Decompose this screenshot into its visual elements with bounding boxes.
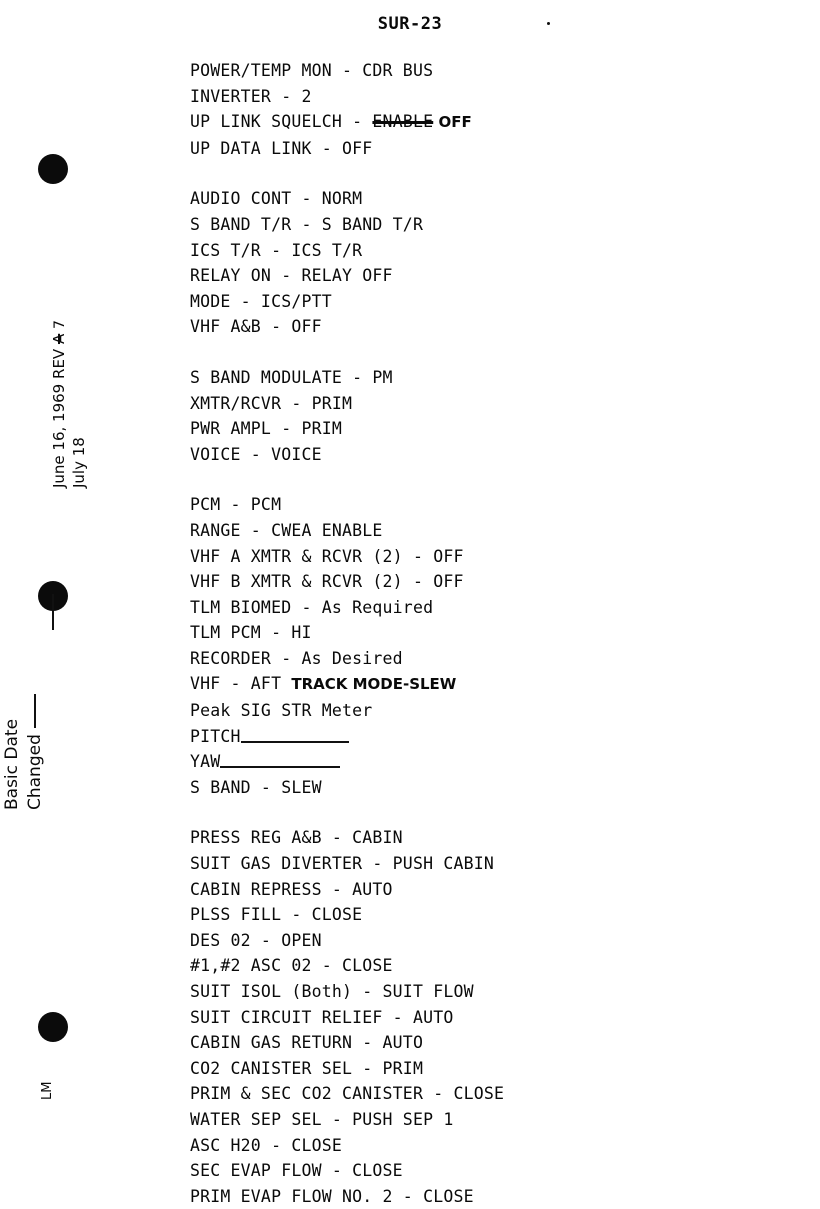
checklist-item-text: XMTR/RCVR - PRIM: [190, 393, 353, 413]
binder-hole-top: [38, 154, 68, 184]
rev-struck-value: A: [50, 333, 68, 345]
fill-in-blank-pitch[interactable]: [241, 727, 349, 743]
fill-in-blank-yaw[interactable]: [220, 752, 340, 768]
checklist-item: [190, 620, 790, 646]
page-title: [0, 14, 820, 34]
checklist-group: [190, 58, 790, 161]
basic-date-value: June 16, 1969: [50, 383, 68, 488]
checklist-item-text: DES 02 - OPEN: [190, 930, 322, 950]
checklist-item: [190, 671, 790, 698]
checklist-group: [190, 492, 790, 800]
rev-label: REV: [50, 348, 68, 379]
checklist-item: [190, 365, 790, 391]
checklist-item-text: PRIM & SEC CO2 CANISTER - CLOSE: [190, 1084, 505, 1104]
checklist-item: [190, 186, 790, 212]
checklist-item-text: WATER SEP SEL - PUSH SEP 1: [190, 1109, 454, 1129]
checklist-item-text: PRESS REG A&B - CABIN: [190, 828, 403, 848]
checklist-item: [190, 1133, 790, 1159]
checklist-item: [190, 136, 790, 162]
checklist-item-text: S BAND MODULATE - PM: [190, 367, 393, 387]
checklist-item-text: Peak SIG STR Meter: [190, 701, 373, 721]
checklist-item-text: TLM PCM - HI: [190, 623, 312, 643]
handwritten-annotation: OFF: [433, 113, 472, 132]
vehicle-label-rotated: [40, 1082, 55, 1100]
checklist-item: [190, 238, 790, 264]
basic-date-label: Basic Date: [2, 718, 22, 810]
checklist-item-text: POWER/TEMP MON - CDR BUS: [190, 61, 434, 80]
checklist-item: [190, 391, 790, 417]
checklist-item-text: TLM BIOMED - As Required: [190, 597, 434, 617]
checklist-item: [190, 1081, 790, 1107]
checklist-item-text: VHF B XMTR & RCVR (2) - OFF: [190, 572, 464, 592]
checklist-item-text: CO2 CANISTER SEL - PRIM: [190, 1058, 424, 1078]
changed-label: Changed: [25, 734, 45, 810]
struck-through-text: ENABLE: [372, 112, 434, 132]
checklist-item-text: PCM - PCM: [190, 495, 282, 515]
checklist-item-text: CABIN REPRESS - AUTO: [190, 879, 393, 899]
checklist-item-text: #1,#2 ASC 02 - CLOSE: [190, 956, 393, 976]
checklist-item: [190, 212, 790, 238]
checklist-item: [190, 492, 790, 518]
checklist-item-text: SEC EVAP FLOW - CLOSE: [190, 1161, 403, 1181]
checklist-body: [190, 58, 790, 1209]
rev-handwritten-value: 7: [52, 320, 68, 329]
checklist-item-text: S BAND T/R - S BAND T/R: [190, 214, 424, 234]
checklist-item: [190, 724, 790, 750]
checklist-item: [190, 289, 790, 315]
header-dot-mark: [547, 22, 550, 25]
checklist-item-text: AUDIO CONT - NORM: [190, 189, 363, 209]
checklist-item: [190, 58, 790, 84]
checklist-item: [190, 442, 790, 468]
checklist-item-text: VHF A XMTR & RCVR (2) - OFF: [190, 546, 464, 566]
checklist-item: [190, 1030, 790, 1056]
checklist-item-text: SUIT CIRCUIT RELIEF - AUTO: [190, 1007, 454, 1027]
checklist-item: [190, 646, 790, 672]
checklist-item-text: VHF A&B - OFF: [190, 317, 322, 337]
checklist-item: [190, 544, 790, 570]
checklist-item: [190, 698, 790, 724]
checklist-item-text: YAW: [190, 752, 221, 772]
checklist-item: [190, 416, 790, 442]
checklist-item-text: PITCH: [190, 726, 241, 746]
checklist-item: [190, 109, 790, 136]
changed-leader-dash: [34, 694, 36, 728]
checklist-group: [190, 186, 790, 340]
checklist-item-text: CABIN GAS RETURN - AUTO: [190, 1033, 424, 1053]
checklist-item-text: SUIT GAS DIVERTER - PUSH CABIN: [190, 854, 495, 874]
checklist-item-text: UP DATA LINK - OFF: [190, 138, 373, 158]
checklist-item: [190, 953, 790, 979]
checklist-item: [190, 928, 790, 954]
checklist-item-text: PWR AMPL - PRIM: [190, 419, 343, 439]
checklist-item: [190, 1184, 790, 1209]
checklist-item: [190, 263, 790, 289]
checklist-item: [190, 1107, 790, 1133]
checklist-item-text: RELAY ON - RELAY OFF: [190, 266, 393, 286]
checklist-item-text: SUIT ISOL (Both) - SUIT FLOW: [190, 982, 474, 1001]
checklist-group: [190, 825, 790, 1209]
checklist-item-text: INVERTER - 2: [190, 86, 312, 106]
checklist-item: [190, 1056, 790, 1082]
checklist-item-text: S BAND - SLEW: [190, 777, 322, 797]
checklist-item-text: UP LINK SQUELCH -: [190, 112, 373, 132]
checklist-item: [190, 979, 790, 1005]
checklist-item-text: MODE - ICS/PTT: [190, 291, 332, 311]
checklist-item-text: VOICE - VOICE: [190, 444, 322, 464]
checklist-item: [190, 749, 790, 775]
margin-rule-line: [52, 594, 54, 630]
checklist-item: [190, 877, 790, 903]
checklist-item: [190, 84, 790, 110]
checklist-item: [190, 825, 790, 851]
page-number-label: SUR-23: [377, 14, 443, 34]
basic-date-label-rotated: [2, 719, 22, 810]
checklist-item: [190, 1005, 790, 1031]
checklist-group: [190, 365, 790, 467]
changed-date-value: July 18: [70, 437, 88, 488]
checklist-item-text: PRIM EVAP FLOW NO. 2 - CLOSE: [190, 1186, 474, 1206]
checklist-item: [190, 851, 790, 877]
checklist-item-text: ASC H20 - CLOSE: [190, 1135, 343, 1155]
checklist-item: [190, 569, 790, 595]
basic-date-value-rotated: [50, 320, 68, 488]
handwritten-annotation: TRACK MODE-SLEW: [291, 675, 457, 694]
checklist-item-text: PLSS FILL - CLOSE: [190, 905, 363, 925]
changed-label-rotated: [25, 694, 45, 810]
checklist-item: [190, 1158, 790, 1184]
checklist-item: [190, 595, 790, 621]
checklist-item-text: RECORDER - As Desired: [190, 648, 403, 668]
checklist-item: [190, 314, 790, 340]
binder-hole-bottom: [38, 1012, 68, 1042]
checklist-item-text: RANGE - CWEA ENABLE: [190, 520, 383, 540]
checklist-item-text: VHF - AFT: [190, 674, 292, 694]
checklist-item: [190, 518, 790, 544]
checklist-item: [190, 775, 790, 801]
vehicle-label: LM: [40, 1081, 55, 1100]
changed-date-value-rotated: [70, 437, 88, 488]
checklist-item: [190, 902, 790, 928]
checklist-item-text: ICS T/R - ICS T/R: [190, 240, 363, 260]
